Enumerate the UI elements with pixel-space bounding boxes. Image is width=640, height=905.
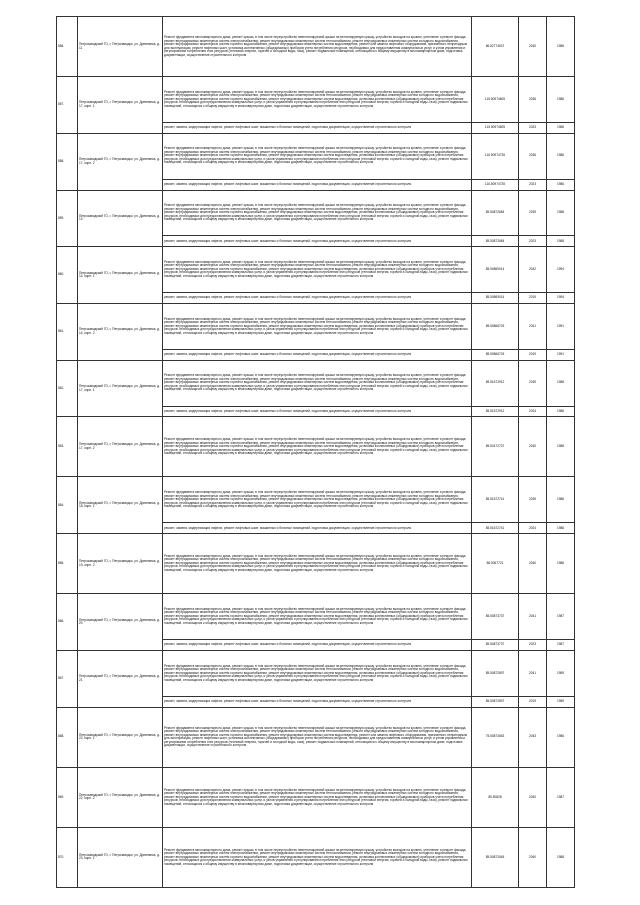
row-number: 868. xyxy=(57,707,78,767)
house-address: Петрозаводский ГО, г. Петрозаводск, ул. Древлянка, д. 20 xyxy=(78,594,163,651)
build-year: 1986 xyxy=(547,77,575,123)
build-year: 1986 xyxy=(547,707,575,767)
planned-year: 2040 xyxy=(519,767,547,827)
lift-planned-year: 2023 xyxy=(519,640,547,651)
lift-cost-value: 85.51672912 xyxy=(472,406,519,417)
cost-value: 85.50866703 xyxy=(472,303,519,349)
lift-build-year: 1994 xyxy=(547,293,575,304)
works-description: Ремонт фундамента многоквартирного дома, ремонт крыши, в том числе переустройство невентилируемой крыши на вентилируемую крышу, устройство выходов на кровлю, утепление и ремонт фасада, ремонт внутридомовых инженерных систем электроснабжения, ремонт внутридомовых инженерных систем теплоснабжения, ремонт внутридомовых инженерных систем холодного водоснабжения, ремонт внутридомовых инженерных систем горячего водоснабжения, ремонт внутридомовых инженерных систем водоотведения, установка коллективных (общедомовых) приборов учета потребления ресурсов, необходимых для предоставления коммунальных услуг, и узлов управления и регулирования потребления этих ресурсов (тепловой энергии, горячей и холодной воды, газа), ремонт подвальных помещений, относящихся к общему имуществу в многоквартирном доме, подготовка документации, осуществление строительного контроля xyxy=(163,477,472,523)
works-description: Ремонт фундамента многоквартирного дома, ремонт крыши, в том числе переустройство невентилируемой крыши на вентилируемую крышу, устройство выходов на кровлю, утепление и ремонт фасада, ремонт внутридомовых инженерных систем электроснабжения, ремонт внутридомовых инженерных систем теплоснабжения, ремонт внутридомовых инженерных систем холодного водоснабжения, ремонт внутридомовых инженерных систем горячего водоснабжения, ремонт внутридомовых инженерных систем водоотведения, установка коллективных (общедомовых) приборов учета потребления ресурсов, необходимых для предоставления коммунальных услуг, и узлов управления и регулирования потребления этих ресурсов (тепловой энергии, горячей и холодной воды, газа), ремонт подвальных помещений, относящихся к общему имуществу в многоквартирном доме, подготовка документации, осуществление строительного контроля xyxy=(163,594,472,640)
cost-value: 116.50974735 xyxy=(472,133,519,179)
cost-value: 85.51672912 xyxy=(472,360,519,406)
lift-cost-value: 85.50866703 xyxy=(472,349,519,360)
lift-planned-year: 2024 xyxy=(519,523,547,534)
row-number: 862. xyxy=(57,360,78,417)
works-description: Ремонт фундамента многоквартирного дома, ремонт крыши, в том числе переустройство невентилируемой крыши на вентилируемую крышу, устройство выходов на кровлю, утепление и ремонт фасада, ремонт внутридомовых инженерных систем электроснабжения, ремонт внутридомовых инженерных систем теплоснабжения, ремонт внутридомовых инженерных систем холодного водоснабжения, ремонт внутридомовых инженерных систем горячего водоснабжения, ремонт внутридомовых инженерных систем водоотведения, установка коллективных (общедомовых) приборов учета потребления ресурсов, необходимых для предоставления коммунальных услуг, и узлов управления и регулирования потребления этих ресурсов (тепловой энергии, горячей и холодной воды, газа), ремонт подвальных помещений, относящихся к общему имуществу в многоквартирном доме, подготовка документации, осуществление строительного контроля xyxy=(163,190,472,236)
house-address: Петрозаводский ГО, г. Петрозаводск, ул. Древлянка, д. 21 xyxy=(78,650,163,707)
lift-build-year: 1987 xyxy=(547,640,575,651)
build-year: 1989 xyxy=(547,650,575,696)
cost-value: 85.50872684 xyxy=(472,190,519,236)
planned-year: 2041 xyxy=(519,650,547,696)
lift-planned-year: 2019 xyxy=(519,696,547,707)
table-row xyxy=(57,360,575,406)
build-year: 1987 xyxy=(547,767,575,827)
build-year: 1988 xyxy=(547,827,575,887)
row-number: 861. xyxy=(57,303,78,360)
build-year: 1994 xyxy=(547,247,575,293)
planned-year: 2039 xyxy=(519,190,547,236)
capital-repair-register-table xyxy=(56,16,575,888)
table-row xyxy=(57,534,575,594)
lift-works-description: ремонт, замена, модернизация лифтов, ремонт лифтовых шахт, машинных и блочных помещений, подготовка документации, осуществление строительного контроля xyxy=(163,122,472,133)
cost-value: 75.50873653 xyxy=(472,707,519,767)
lift-cost-value: 85.50869014 xyxy=(472,293,519,304)
lift-planned-year: 2019 xyxy=(519,349,547,360)
build-year: 1988 xyxy=(547,417,575,477)
lift-build-year: 1988 xyxy=(547,236,575,247)
planned-year: 2043 xyxy=(519,707,547,767)
table-row xyxy=(57,707,575,767)
lift-build-year: 1986 xyxy=(547,179,575,190)
register-document xyxy=(56,16,565,888)
lift-build-year: 1986 xyxy=(547,122,575,133)
table-row xyxy=(57,190,575,236)
table-row xyxy=(57,77,575,123)
works-description: Ремонт фундамента многоквартирного дома, ремонт крыши, в том числе переустройство невентилируемой крыши на вентилируемую крышу, устройство выходов на кровлю, утепление и ремонт фасада, ремонт внутридомовых инженерных систем электроснабжения, ремонт внутридомовых инженерных систем теплоснабжения, ремонт внутридомовых инженерных систем холодного водоснабжения, ремонт внутридомовых инженерных систем горячего водоснабжения, ремонт внутридомовых инженерных систем водоотведения, установка коллективных (общедомовых) приборов учета потребления ресурсов, необходимых для предоставления коммунальных услуг, и узлов управления и регулирования потребления этих ресурсов (тепловой энергии, горячей и холодной воды, газа), ремонт подвальных помещений, относящихся к общему имуществу в многоквартирном доме, подготовка документации, осуществление строительного контроля xyxy=(163,767,472,827)
cost-value: 85.51672741 xyxy=(472,477,519,523)
lift-works-description: ремонт, замена, модернизация лифтов, ремонт лифтовых шахт, машинных и блочных помещений, подготовка документации, осуществление строительного контроля xyxy=(163,179,472,190)
build-year: 1988 xyxy=(547,534,575,594)
table-row xyxy=(57,417,575,477)
house-address: Петрозаводский ГО, г. Петрозаводск, ул. Древлянка, д. 18, корп. 1 xyxy=(78,477,163,534)
works-description: Ремонт фундамента многоквартирного дома, ремонт крыши, в том числе переустройство невентилируемой крыши на вентилируемую крышу, устройство выходов на кровлю, утепление и ремонт фасада, ремонт внутридомовых инженерных систем электроснабжения, ремонт внутридомовых инженерных систем теплоснабжения, ремонт внутридомовых инженерных систем холодного водоснабжения, ремонт внутридомовых инженерных систем горячего водоснабжения, ремонт внутридомовых инженерных систем водоотведения, ремонт или замена лифтового оборудования, признанного непригодным для эксплуатации, ремонт лифтовых шахт, установка коллективных (общедомовых) приборов учета потребления ресурсов, необходимых для предоставления коммунальных услуг, и узлов управления и регулирования потребления этих ресурсов (тепловой энергии, горячей и холодной воды, газа), ремонт подвальных помещений, относящихся к общему имуществу в многоквартирном доме, подготовка документации, осуществление строительного контроля xyxy=(163,17,472,77)
lift-works-description: ремонт, замена, модернизация лифтов, ремонт лифтовых шахт, машинных и блочных помещений, подготовка документации, осуществление строительного контроля xyxy=(163,696,472,707)
lift-works-description: ремонт, замена, модернизация лифтов, ремонт лифтовых шахт, машинных и блочных помещений, подготовка документации, осуществление строительного контроля xyxy=(163,293,472,304)
planned-year: 2039 xyxy=(519,360,547,406)
lift-planned-year: 2019 xyxy=(519,293,547,304)
lift-planned-year: 2024 xyxy=(519,406,547,417)
row-number: 863. xyxy=(57,417,78,477)
row-number: 865. xyxy=(57,534,78,594)
row-number: 859. xyxy=(57,190,78,247)
build-year: 1987 xyxy=(547,594,575,640)
works-description: Ремонт фундамента многоквартирного дома, ремонт крыши, в том числе переустройство невентилируемой крыши на вентилируемую крышу, устройство выходов на кровлю, утепление и ремонт фасада, ремонт внутридомовых инженерных систем электроснабжения, ремонт внутридомовых инженерных систем теплоснабжения, ремонт внутридомовых инженерных систем холодного водоснабжения, ремонт внутридомовых инженерных систем горячего водоснабжения, ремонт внутридомовых инженерных систем водоотведения, ремонт или замена лифтового оборудования, признанного непригодным для эксплуатации, ремонт лифтовых шахт, установка коллективных (общедомовых) приборов учета потребления ресурсов, необходимых для предоставления коммунальных услуг, и узлов управления и регулирования потребления этих ресурсов (тепловой энергии, горячей и холодной воды, газа), ремонт подвальных помещений, относящихся к общему имуществу в многоквартирном доме, подготовка документации, осуществление строительного контроля xyxy=(163,707,472,767)
house-address: Петрозаводский ГО, г. Петрозаводск, ул. Древлянка, д. 17, корп. 1 xyxy=(78,77,163,134)
row-number: 856. xyxy=(57,17,78,77)
works-description: Ремонт фундамента многоквартирного дома, ремонт крыши, в том числе переустройство невентилируемой крыши на вентилируемую крышу, устройство выходов на кровлю, утепление и ремонт фасада, ремонт внутридомовых инженерных систем электроснабжения, ремонт внутридомовых инженерных систем теплоснабжения, ремонт внутридомовых инженерных систем холодного водоснабжения, ремонт внутридомовых инженерных систем горячего водоснабжения, ремонт внутридомовых инженерных систем водоотведения, установка коллективных (общедомовых) приборов учета потребления ресурсов, необходимых для предоставления коммунальных услуг, и узлов управления и регулирования потребления этих ресурсов (тепловой энергии, горячей и холодной воды, газа), ремонт подвальных помещений, относящихся к общему имуществу в многоквартирном доме, подготовка документации, осуществление строительного контроля xyxy=(163,534,472,594)
row-number: 867. xyxy=(57,650,78,707)
row-number: 869. xyxy=(57,767,78,827)
works-description: Ремонт фундамента многоквартирного дома, ремонт крыши, в том числе переустройство невентилируемой крыши на вентилируемую крышу, устройство выходов на кровлю, утепление и ремонт фасада, ремонт внутридомовых инженерных систем электроснабжения, ремонт внутридомовых инженерных систем теплоснабжения, ремонт внутридомовых инженерных систем холодного водоснабжения, ремонт внутридомовых инженерных систем горячего водоснабжения, ремонт внутридомовых инженерных систем водоотведения, установка коллективных (общедомовых) приборов учета потребления ресурсов, необходимых для предоставления коммунальных услуг, и узлов управления и регулирования потребления этих ресурсов (тепловой энергии, горячей и холодной воды, газа), ремонт подвальных помещений, относящихся к общему имуществу в многоквартирном доме, подготовка документации, осуществление строительного контроля xyxy=(163,133,472,179)
works-description: Ремонт фундамента многоквартирного дома, ремонт крыши, в том числе переустройство невентилируемой крыши на вентилируемую крышу, устройство выходов на кровлю, утепление и ремонт фасада, ремонт внутридомовых инженерных систем электроснабжения, ремонт внутридомовых инженерных систем теплоснабжения, ремонт внутридомовых инженерных систем холодного водоснабжения, ремонт внутридомовых инженерных систем горячего водоснабжения, ремонт внутридомовых инженерных систем водоотведения, установка коллективных (общедомовых) приборов учета потребления ресурсов, необходимых для предоставления коммунальных услуг, и узлов управления и регулирования потребления этих ресурсов (тепловой энергии, горячей и холодной воды, газа), ремонт подвальных помещений, относящихся к общему имуществу в многоквартирном доме, подготовка документации, осуществление строительного контроля xyxy=(163,827,472,887)
house-address: Петрозаводский ГО, г. Петрозаводск, ул. Древлянка, д. 22, корп. 1 xyxy=(78,707,163,767)
cost-value: 85.50828 xyxy=(472,767,519,827)
house-address: Петрозаводский ГО, г. Петрозаводск, ул. Древлянка, д. 14, корп. 1 xyxy=(78,247,163,304)
cost-value: 85.52472737 xyxy=(472,417,519,477)
lift-planned-year: 2023 xyxy=(519,122,547,133)
table-row xyxy=(57,767,575,827)
row-number: 858. xyxy=(57,133,78,190)
planned-year: 2040 xyxy=(519,534,547,594)
house-address: Петрозаводский ГО, г. Петрозаводск, ул. Древлянка, д. 17, корп. 2 xyxy=(78,133,163,190)
table-row xyxy=(57,303,575,349)
row-number: 870. xyxy=(57,827,78,887)
works-description: Ремонт фундамента многоквартирного дома, ремонт крыши, в том числе переустройство невентилируемой крыши на вентилируемую крышу, устройство выходов на кровлю, утепление и ремонт фасада, ремонт внутридомовых инженерных систем электроснабжения, ремонт внутридомовых инженерных систем теплоснабжения, ремонт внутридомовых инженерных систем холодного водоснабжения, ремонт внутридомовых инженерных систем горячего водоснабжения, ремонт внутридомовых инженерных систем водоотведения, установка коллективных (общедомовых) приборов учета потребления ресурсов, необходимых для предоставления коммунальных услуг, и узлов управления и регулирования потребления этих ресурсов (тепловой энергии, горячей и холодной воды, газа), ремонт подвальных помещений, относящихся к общему имуществу в многоквартирном доме, подготовка документации, осуществление строительного контроля xyxy=(163,650,472,696)
house-address: Петрозаводский ГО, г. Петрозаводск, ул. Древлянка, д. 19, корп. 2 xyxy=(78,534,163,594)
lift-planned-year: 2023 xyxy=(519,179,547,190)
lift-planned-year: 2023 xyxy=(519,236,547,247)
lift-works-description: ремонт, замена, модернизация лифтов, ремонт лифтовых шахт, машинных и блочных помещений, подготовка документации, осуществление строительного контроля xyxy=(163,523,472,534)
lift-cost-value: 116.50974735 xyxy=(472,179,519,190)
house-address: Петрозаводский ГО, г. Петрозаводск, ул. Древлянка, д. 17, корп. 2 xyxy=(78,417,163,477)
build-year: 1991 xyxy=(547,303,575,349)
row-number: 860. xyxy=(57,247,78,304)
house-address: Петрозаводский ГО, г. Петрозаводск, ул. Древлянка, д. 14, корп. 2 xyxy=(78,303,163,360)
works-description: Ремонт фундамента многоквартирного дома, ремонт крыши, в том числе переустройство невентилируемой крыши на вентилируемую крышу, устройство выходов на кровлю, утепление и ремонт фасада, ремонт внутридомовых инженерных систем электроснабжения, ремонт внутридомовых инженерных систем теплоснабжения, ремонт внутридомовых инженерных систем холодного водоснабжения, ремонт внутридомовых инженерных систем горячего водоснабжения, ремонт внутридомовых инженерных систем водоотведения, установка коллективных (общедомовых) приборов учета потребления ресурсов, необходимых для предоставления коммунальных услуг, и узлов управления и регулирования потребления этих ресурсов (тепловой энергии, горячей и холодной воды, газа), ремонт подвальных помещений, относящихся к общему имуществу в многоквартирном доме, подготовка документации, осуществление строительного контроля xyxy=(163,417,472,477)
planned-year: 2040 xyxy=(519,827,547,887)
lift-works-description: ремонт, замена, модернизация лифтов, ремонт лифтовых шахт, машинных и блочных помещений, подготовка документации, осуществление строительного контроля xyxy=(163,236,472,247)
table-row xyxy=(57,17,575,77)
table-row xyxy=(57,650,575,696)
cost-value: 115.50974605 xyxy=(472,77,519,123)
planned-year: 2041 xyxy=(519,303,547,349)
planned-year: 2040 xyxy=(519,17,547,77)
planned-year: 2041 xyxy=(519,594,547,640)
works-description: Ремонт фундамента многоквартирного дома, ремонт крыши, в том числе переустройство невентилируемой крыши на вентилируемую крышу, устройство выходов на кровлю, утепление и ремонт фасада, ремонт внутридомовых инженерных систем электроснабжения, ремонт внутридомовых инженерных систем теплоснабжения, ремонт внутридомовых инженерных систем холодного водоснабжения, ремонт внутридомовых инженерных систем горячего водоснабжения, ремонт внутридомовых инженерных систем водоотведения, установка коллективных (общедомовых) приборов учета потребления ресурсов, необходимых для предоставления коммунальных услуг, и узлов управления и регулирования потребления этих ресурсов (тепловой энергии, горячей и холодной воды, газа), ремонт подвальных помещений, относящихся к общему имуществу в многоквартирном доме, подготовка документации, осуществление строительного контроля xyxy=(163,303,472,349)
table-row xyxy=(57,247,575,293)
lift-build-year: 1991 xyxy=(547,349,575,360)
table-row xyxy=(57,827,575,887)
table-row xyxy=(57,594,575,640)
lift-cost-value: 85.50872897 xyxy=(472,696,519,707)
build-year: 1988 xyxy=(547,360,575,406)
lift-works-description: ремонт, замена, модернизация лифтов, ремонт лифтовых шахт, машинных и блочных помещений, подготовка документации, осуществление строительного контроля xyxy=(163,406,472,417)
row-number: 857. xyxy=(57,77,78,134)
table-row xyxy=(57,133,575,179)
build-year: 1988 xyxy=(547,190,575,236)
planned-year: 2039 xyxy=(519,477,547,523)
house-address: Петрозаводский ГО, г. Петрозаводск, ул. Древлянка, д. 17, корп. 1 xyxy=(78,360,163,417)
lift-cost-value: 115.50974605 xyxy=(472,122,519,133)
table-row xyxy=(57,477,575,523)
row-number: 864. xyxy=(57,477,78,534)
cost-value: 85.50869014 xyxy=(472,247,519,293)
lift-build-year: 1988 xyxy=(547,406,575,417)
build-year: 1986 xyxy=(547,133,575,179)
row-number: 866. xyxy=(57,594,78,651)
works-description: Ремонт фундамента многоквартирного дома, ремонт крыши, в том числе переустройство невентилируемой крыши на вентилируемую крышу, устройство выходов на кровлю, утепление и ремонт фасада, ремонт внутридомовых инженерных систем электроснабжения, ремонт внутридомовых инженерных систем теплоснабжения, ремонт внутридомовых инженерных систем холодного водоснабжения, ремонт внутридомовых инженерных систем горячего водоснабжения, ремонт внутридомовых инженерных систем водоотведения, установка коллективных (общедомовых) приборов учета потребления ресурсов, необходимых для предоставления коммунальных услуг, и узлов управления и регулирования потребления этих ресурсов (тепловой энергии, горячей и холодной воды, газа), ремонт подвальных помещений, относящихся к общему имуществу в многоквартирном доме, подготовка документации, осуществление строительного контроля xyxy=(163,77,472,123)
works-description: Ремонт фундамента многоквартирного дома, ремонт крыши, в том числе переустройство невентилируемой крыши на вентилируемую крышу, устройство выходов на кровлю, утепление и ремонт фасада, ремонт внутридомовых инженерных систем электроснабжения, ремонт внутридомовых инженерных систем теплоснабжения, ремонт внутридомовых инженерных систем холодного водоснабжения, ремонт внутридомовых инженерных систем горячего водоснабжения, ремонт внутридомовых инженерных систем водоотведения, установка коллективных (общедомовых) приборов учета потребления ресурсов, необходимых для предоставления коммунальных услуг, и узлов управления и регулирования потребления этих ресурсов (тепловой энергии, горячей и холодной воды, газа), ремонт подвальных помещений, относящихся к общему имуществу в многоквартирном доме, подготовка документации, осуществление строительного контроля xyxy=(163,360,472,406)
house-address: Петрозаводский ГО, г. Петрозаводск, ул. Древлянка, д. 13 xyxy=(78,190,163,247)
planned-year: 2042 xyxy=(519,247,547,293)
lift-build-year: 1988 xyxy=(547,523,575,534)
lift-build-year: 1989 xyxy=(547,696,575,707)
planned-year: 2036 xyxy=(519,133,547,179)
build-year: 1986 xyxy=(547,17,575,77)
works-description: Ремонт фундамента многоквартирного дома, ремонт крыши, в том числе переустройство невентилируемой крыши на вентилируемую крышу, устройство выходов на кровлю, утепление и ремонт фасада, ремонт внутридомовых инженерных систем электроснабжения, ремонт внутридомовых инженерных систем теплоснабжения, ремонт внутридомовых инженерных систем холодного водоснабжения, ремонт внутридомовых инженерных систем горячего водоснабжения, ремонт внутридомовых инженерных систем водоотведения, установка коллективных (общедомовых) приборов учета потребления ресурсов, необходимых для предоставления коммунальных услуг, и узлов управления и регулирования потребления этих ресурсов (тепловой энергии, горячей и холодной воды, газа), ремонт подвальных помещений, относящихся к общему имуществу в многоквартирном доме, подготовка документации, осуществление строительного контроля xyxy=(163,247,472,293)
lift-cost-value: 85.50872684 xyxy=(472,236,519,247)
planned-year: 2040 xyxy=(519,417,547,477)
house-address: Петрозаводский ГО, г. Петрозаводск, ул. Древлянка, д. 11 xyxy=(78,17,163,77)
cost-value: 85.50872897 xyxy=(472,650,519,696)
house-address: Петрозаводский ГО, г. Петрозаводск, ул. Древлянка, д. 23, корп. 1 xyxy=(78,827,163,887)
lift-works-description: ремонт, замена, модернизация лифтов, ремонт лифтовых шахт, машинных и блочных помещений, подготовка документации, осуществление строительного контроля xyxy=(163,640,472,651)
cost-value: 86.52774637 xyxy=(472,17,519,77)
house-address: Петрозаводский ГО, г. Петрозаводск, ул. Древлянка, д. 22, корп. 2 xyxy=(78,767,163,827)
lift-cost-value: 85.50873737 xyxy=(472,640,519,651)
lift-works-description: ремонт, замена, модернизация лифтов, ремонт лифтовых шахт, машинных и блочных помещений, подготовка документации, осуществление строительного контроля xyxy=(163,349,472,360)
cost-value: 86.5067721 xyxy=(472,534,519,594)
planned-year: 2036 xyxy=(519,77,547,123)
lift-cost-value: 85.51672741 xyxy=(472,523,519,534)
cost-value: 85.50873737 xyxy=(472,594,519,640)
cost-value: 85.50872545 xyxy=(472,827,519,887)
build-year: 1988 xyxy=(547,477,575,523)
